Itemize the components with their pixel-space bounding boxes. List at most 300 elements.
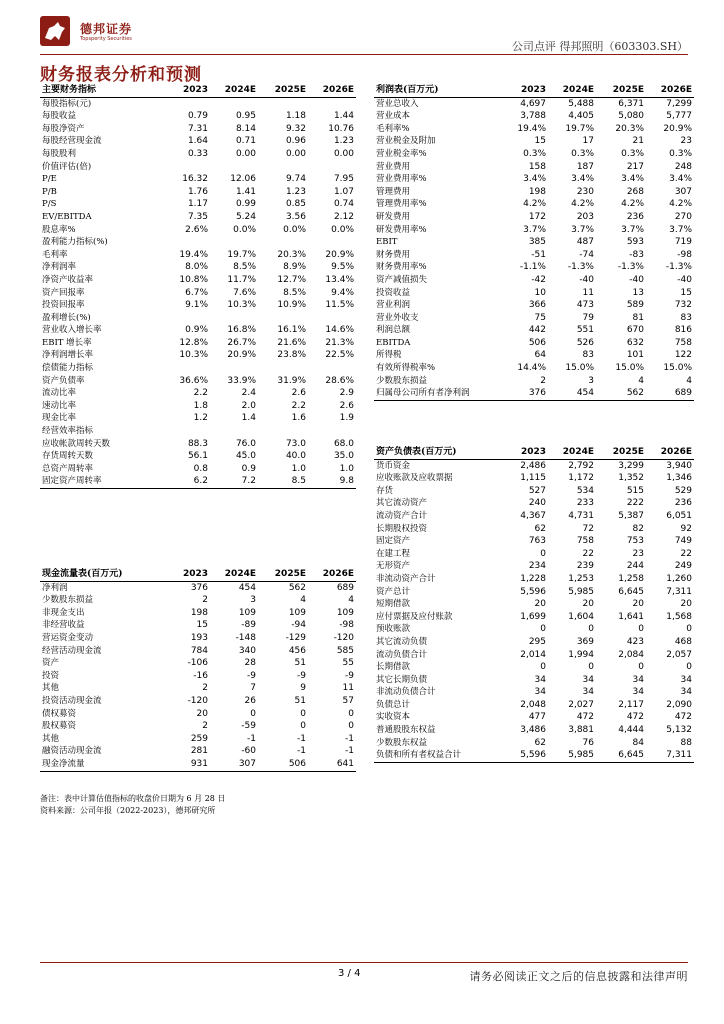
row-label: 非经营收益 [42,620,85,631]
cell-value: -9 [297,670,306,681]
cell-value [160,236,210,249]
cell-value: 454 [238,582,256,593]
row-label: 货币资金 [376,460,411,471]
cell-value: 0 [686,624,692,635]
table-row [374,123,694,136]
row-label: 净利润 [42,582,68,593]
cell-value: 2,792 [568,460,594,471]
cell-value: 641 [308,758,356,771]
cell-value: 340 [238,645,256,656]
cell-value: 3.7% [571,224,594,235]
cell-value: 0.3% [571,148,594,159]
cell-value: 20.9% [325,249,354,260]
cell-value: 23.8% [277,350,306,361]
cell-value: 593 [626,237,644,248]
row-label: 实收资本 [376,712,411,723]
table-row [40,758,356,771]
row-label: 每股净资产 [42,123,85,134]
table-row [40,312,356,325]
cell-value: 5,387 [618,510,644,521]
cell-value: -98 [677,249,692,260]
cell-value: 689 [646,387,694,400]
row-label: 应付票据及应付账款 [376,611,453,622]
cell-value: 34 [632,674,644,685]
cell-value: 4.2% [571,199,594,210]
row-label: 营业总收入 [376,98,419,109]
cell-value: 4,405 [568,111,594,122]
cell-value: 2.2 [193,388,208,399]
table-row [40,337,356,350]
cell-value: 3.56 [285,211,306,222]
row-label: 研发费用率% [376,224,427,235]
table-row [374,337,694,350]
cell-value: 34 [582,674,594,685]
cell-value: 1.6 [291,413,306,424]
cell-value: 230 [576,186,594,197]
legal-disclaimer: 请务必阅读正文之后的信息披露和法律声明 [469,970,688,983]
cell-value: 1.8 [193,400,208,411]
cell-value: 784 [190,645,208,656]
cell-value: 3.4% [621,174,644,185]
cell-value: 0 [588,624,594,635]
cell-value: 2.6 [291,388,306,399]
row-label: 少数股东损益 [376,375,428,386]
cell-value: 5,080 [618,111,644,122]
cell-value: 20.3% [615,123,644,134]
cell-value [160,161,210,174]
table-row [374,523,694,536]
cell-value: 259 [190,733,208,744]
cell-value [210,161,258,174]
table-row [374,649,694,662]
row-label: 流动负债合计 [376,649,428,660]
cell-value: 0 [250,708,256,719]
cell-value: 5,777 [666,111,692,122]
cell-value: 73.0 [285,438,306,449]
cell-value: 3.7% [669,224,692,235]
cell-value: 76 [582,737,594,748]
table-row [40,211,356,224]
cell-value: 12.8% [179,337,208,348]
cell-value: 20 [632,599,644,610]
cell-value: -106 [187,658,208,669]
table-row [40,632,356,645]
cell-value: 477 [528,712,546,723]
row-label: 有效所得税率% [376,363,436,374]
cell-value: 3.4% [523,174,546,185]
table-row [374,249,694,262]
table-row [374,611,694,624]
cell-value: 2025E [258,84,308,97]
row-label: EBIT [376,237,398,248]
cell-value: 472 [674,712,692,723]
cell-value: 16.32 [182,174,208,185]
cell-value: 6.7% [185,287,208,298]
cell-value: 92 [680,523,692,534]
table-row [40,173,356,186]
cell-value: 376 [498,387,548,400]
cell-value: 1,115 [520,473,546,484]
cell-value: 7.6% [233,287,256,298]
table-row [374,375,694,388]
cell-value: 12.06 [230,174,256,185]
cell-value: 5,985 [548,749,596,762]
cell-value: 20.9% [227,350,256,361]
cell-value: 0.3% [523,148,546,159]
cell-value: -42 [531,274,546,285]
table-row [374,510,694,523]
cell-value: 1.76 [187,186,208,197]
cell-value: 1.41 [235,186,256,197]
cell-value: 14.6% [325,325,354,336]
cell-value: 13.4% [325,274,354,285]
cell-value: 2.2 [291,400,306,411]
cell-value: -83 [629,249,644,260]
cell-value: 193 [190,632,208,643]
cell-value: 0 [638,662,644,673]
table-row [374,110,694,123]
cell-value: 34 [632,687,644,698]
table-row [374,548,694,561]
row-label: 短期借款 [376,599,411,610]
cell-value: -1 [247,733,256,744]
cash-flow-table [40,568,356,772]
cell-value: -40 [677,274,692,285]
cell-value: 12.7% [277,274,306,285]
cell-value: 20.3% [277,249,306,260]
table-row [40,97,356,110]
cell-value: 506 [528,337,546,348]
row-label: 少数股东权益 [376,737,428,748]
cell-value: 0 [300,721,306,732]
cell-value [308,236,356,249]
cell-value: 2024E [210,84,258,97]
cell-value: 19.7% [565,123,594,134]
cell-value: 34 [534,687,546,698]
cell-value: -148 [235,632,256,643]
cell-value: 749 [674,536,692,547]
table-row [40,274,356,287]
row-label: 应收账款及应收票据 [376,473,453,484]
cell-value [258,161,308,174]
cell-value: -1.1% [519,262,546,273]
cell-value: 1,260 [666,573,692,584]
cell-value: 62 [534,737,546,748]
cell-value: 8.0% [185,262,208,273]
cell-value: 20 [534,599,546,610]
cell-value: 3,788 [520,111,546,122]
logo-company-name: 德邦证券 [80,22,133,36]
row-label: 长期借款 [376,662,411,673]
row-label: EBITDA [376,337,411,348]
cell-value: 122 [674,350,692,361]
table-row [40,450,356,463]
table-row [374,711,694,724]
row-label: 盈利能力指标(%) [42,237,108,248]
row-label: 固定资产周转率 [40,475,160,488]
cell-value: 3.7% [523,224,546,235]
cell-value: 0.0% [331,224,354,235]
cell-value: 88 [680,737,692,748]
cell-value: 21.6% [277,337,306,348]
table-row [374,312,694,325]
row-label: 其他 [42,733,60,744]
cell-value: 1.4 [241,413,256,424]
row-label: 负债总计 [376,699,411,710]
table-row [374,661,694,674]
table-row [40,720,356,733]
cell-value: 1,172 [568,473,594,484]
page-title: 财务报表分析和预测 [40,65,202,85]
cell-value: 16.1% [277,325,306,336]
row-label: 普通股股东权益 [376,725,436,736]
header-divider [40,54,688,55]
cell-value: 562 [596,387,646,400]
cell-value [308,312,356,325]
table-row [40,110,356,123]
table-header-row [40,84,356,97]
row-label: 营业费用率% [376,174,427,185]
cell-value: 28 [244,658,256,669]
cell-value: 506 [258,758,308,771]
cell-value: 0.0% [283,224,306,235]
cell-value: 366 [528,300,546,311]
cell-value: 4,444 [618,725,644,736]
cell-value: 9.74 [285,174,306,185]
valuation-note: 备注：表中计算估值指标的收盘价日期为 6 月 28 日 [40,794,226,803]
cell-value: 376 [190,582,208,593]
row-label: 归属母公司所有者净利润 [374,387,498,400]
cell-value [308,425,356,438]
logo-company-name-en: Topsperity Securities [80,36,132,42]
cell-value: 56.1 [187,451,208,462]
cell-value: 9 [300,683,306,694]
row-label: 固定资产 [376,536,411,547]
cell-value: 763 [528,536,546,547]
row-label: 管理费用率% [376,199,427,210]
table-row [40,186,356,199]
cell-value: 385 [528,237,546,248]
cell-value: 249 [674,561,692,572]
cell-value: 753 [626,536,644,547]
table-row [40,387,356,400]
cell-value: 4,731 [568,510,594,521]
row-label: 长期股权投资 [376,523,428,534]
page-number: 3 / 4 [338,968,361,979]
cell-value: 6.2 [160,475,210,488]
table-row [40,670,356,683]
cell-value: 8.5 [258,475,308,488]
cell-value: 2,084 [618,649,644,660]
cell-value: 2024E [548,84,596,97]
row-label: 股息率% [42,224,76,235]
row-label: 财务费用率% [376,262,427,273]
cell-value: 585 [336,645,354,656]
row-label: EBIT 增长率 [42,337,92,348]
cell-value: 816 [674,325,692,336]
table-row [40,438,356,451]
cell-value: 3 [588,375,594,386]
cell-value [258,312,308,325]
row-label: 其它流动负债 [376,636,428,647]
cell-value: 0.33 [187,148,208,159]
cell-value: 26.7% [227,337,256,348]
cell-value: 1,258 [618,573,644,584]
cell-value: 15 [196,620,208,631]
cell-value [210,97,258,110]
cell-value: 9.32 [285,123,306,134]
cell-value: 187 [576,161,594,172]
table-row [374,324,694,337]
cell-value: 0 [588,662,594,673]
table-row [374,598,694,611]
row-label: 经营效率指标 [42,426,94,437]
table-row [374,186,694,199]
cell-value: 4 [686,375,692,386]
cell-value: 0.00 [235,148,256,159]
cell-value: 15.0% [565,363,594,374]
row-label: P/B [42,186,57,197]
row-label: 存货 [376,485,394,496]
cell-value: 3,940 [666,460,692,471]
cell-value: 57 [342,695,354,706]
cell-value: 1.17 [187,199,208,210]
cell-value: 0.0% [233,224,256,235]
row-label: 营业成本 [376,111,411,122]
cell-value: 4.2% [669,199,692,210]
table-row [374,135,694,148]
cell-value: 101 [626,350,644,361]
cell-value: 233 [576,498,594,509]
cell-value: 203 [576,211,594,222]
cell-value: -51 [531,249,546,260]
table-row [374,623,694,636]
row-label: 净利润率 [42,262,77,273]
cell-value: 5.24 [235,211,256,222]
cell-value: 82 [632,523,644,534]
cell-value: 719 [674,237,692,248]
cell-value: 2.12 [333,211,354,222]
cell-value: 1.0 [291,463,306,474]
table-row [374,224,694,237]
cell-value: 758 [674,337,692,348]
cell-value: 13 [632,287,644,298]
cell-value: 75 [534,312,546,323]
cell-value: 26 [244,695,256,706]
cell-value: 0 [300,708,306,719]
table-row [40,657,356,670]
row-label: 股权募资 [42,721,77,732]
table-row [40,198,356,211]
row-label: 利润表(百万元) [374,84,498,97]
cell-value [258,236,308,249]
cell-value [308,362,356,375]
cell-value: -40 [629,274,644,285]
cell-value: 222 [626,498,644,509]
table-row [374,636,694,649]
cell-value: 2,090 [666,699,692,710]
table-row [40,463,356,476]
table-row [374,560,694,573]
row-label: 债权募资 [42,708,77,719]
row-label: 研发费用 [376,211,411,222]
cell-value: 6,371 [618,98,644,109]
cell-value: 423 [626,636,644,647]
cell-value: 109 [336,607,354,618]
cell-value: 40.0 [285,451,306,462]
cell-value: 20 [680,599,692,610]
cell-value: 1,568 [666,611,692,622]
cell-value: 2.6% [185,224,208,235]
cell-value: 456 [288,645,306,656]
cell-value: 0.00 [333,148,354,159]
cell-value: 2,486 [520,460,546,471]
cell-value [258,425,308,438]
table-row [40,236,356,249]
table-row [40,708,356,721]
cell-value: 8.9% [283,262,306,273]
cell-value: 76.0 [235,438,256,449]
cell-value: 5,596 [498,749,548,762]
cell-value: 22.5% [325,350,354,361]
cell-value: 240 [528,498,546,509]
cell-value: 7.2 [210,475,258,488]
cell-value: 2025E [258,568,308,581]
cell-value: 689 [336,582,354,593]
cell-value: 0.99 [235,199,256,210]
row-label: 资产减值损失 [376,274,428,285]
cell-value: 2026E [308,84,356,97]
cell-value: 7,311 [646,749,694,762]
row-label: 毛利率 [42,249,68,260]
row-label: 管理费用 [376,186,411,197]
cell-value: 2 [202,721,208,732]
cell-value: 562 [288,582,306,593]
row-label: 毛利率% [376,123,410,134]
cell-value: 109 [238,607,256,618]
cell-value: 0.9% [185,325,208,336]
cell-value: 20 [582,599,594,610]
cell-value: 442 [528,325,546,336]
cell-value: 55 [342,658,354,669]
row-label: 每股股利 [42,148,77,159]
row-label: 现金流量表(百万元) [40,568,160,581]
cell-value: -9 [247,670,256,681]
cell-value: 670 [626,325,644,336]
table-row [40,135,356,148]
row-label: 流动比率 [42,388,77,399]
row-label: 经营活动现金流 [42,645,102,656]
row-label: 融资活动现金流 [42,746,102,757]
row-label: 现金净流量 [40,758,160,771]
cell-value: -1.3% [617,262,644,273]
table-row [374,699,694,712]
table-row [40,682,356,695]
table-row [40,594,356,607]
cell-value: 7.35 [187,211,208,222]
cell-value: 28.6% [325,375,354,386]
cell-value: 109 [288,607,306,618]
table-row [374,362,694,375]
table-row [40,224,356,237]
cell-value: 2.0 [241,400,256,411]
cell-value: 6,645 [596,749,646,762]
row-label: 预收账款 [376,624,411,635]
cell-value: 1.2 [193,413,208,424]
row-label: 存货周转天数 [42,451,94,462]
cell-value: 34 [680,674,692,685]
cell-value [210,362,258,375]
